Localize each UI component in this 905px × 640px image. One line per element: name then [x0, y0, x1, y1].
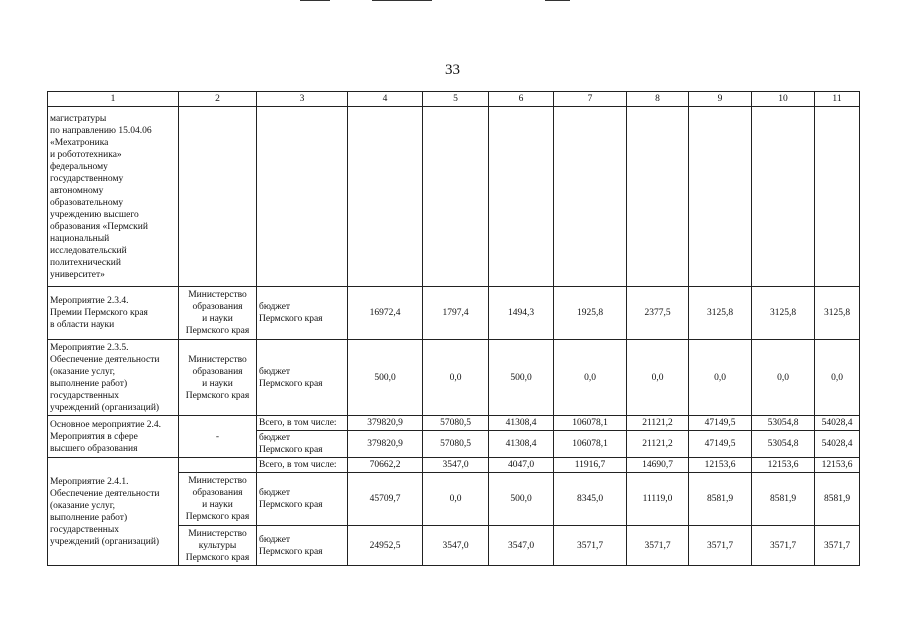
cell-text-line: Мероприятие 2.4.1. — [50, 476, 129, 487]
value-cell: 47149,5 — [689, 416, 752, 431]
cell-text-line: бюджет — [259, 488, 291, 498]
value-cell: 12153,6 — [689, 458, 752, 473]
table-row — [48, 340, 860, 416]
funding-source-cell: Всего, в том числе: — [257, 458, 348, 473]
value-cell: 1494,3 — [489, 287, 554, 340]
cell-text-line: и робототехника» — [50, 149, 122, 160]
cell-text-line: «Мехатроника — [50, 137, 109, 148]
table-row — [48, 107, 860, 287]
cell-text-line: по направлению 15.04.06 — [50, 125, 152, 136]
value-cell: 3547,0 — [423, 526, 489, 566]
cell-text-line: Министерство — [188, 476, 247, 486]
cell-text-line: бюджет — [259, 366, 291, 377]
cell-text-line: Министерство — [188, 528, 247, 539]
value-cell: 12153,6 — [752, 458, 815, 473]
funding-source-cell — [257, 287, 348, 340]
table-row — [48, 416, 860, 431]
value-cell: 45709,7 — [348, 473, 423, 526]
page-number: 33 — [445, 62, 460, 78]
cell-text-line: учреждений (организаций) — [50, 536, 160, 547]
value-cell: 70662,2 — [348, 458, 423, 473]
value-cell: 53054,8 — [752, 431, 815, 458]
value-cell: 24952,5 — [348, 526, 423, 566]
value-cell: 12153,6 — [815, 458, 860, 473]
cell-text-line: Мероприятие 2.3.5. — [50, 342, 129, 353]
budget-table — [47, 91, 860, 566]
cell-text-line: Пермского края — [185, 512, 250, 522]
value-cell: 3571,7 — [815, 526, 860, 566]
value-cell: 500,0 — [489, 473, 554, 526]
value-cell: 3125,8 — [689, 287, 752, 340]
value-cell: 3571,7 — [752, 526, 815, 566]
value-cell: 54028,4 — [815, 431, 860, 458]
cell-text-line: Пермского края — [259, 500, 323, 510]
value-cell: 53054,8 — [752, 416, 815, 431]
value-cell: 500,0 — [489, 340, 554, 416]
cell-text-line: автономному — [50, 185, 104, 196]
column-header: 5 — [423, 92, 489, 107]
value-cell: 57080,5 — [423, 431, 489, 458]
value-cell: 54028,4 — [815, 416, 860, 431]
funding-source-cell — [257, 431, 348, 458]
value-cell: 106078,1 — [554, 416, 627, 431]
cell-text-line: Обеспечение деятельности — [50, 488, 160, 499]
value-cell: 21121,2 — [627, 431, 689, 458]
cell-text-line: Пермского края — [259, 378, 323, 389]
cell-text-line: Пермского края — [259, 546, 323, 557]
cell-text-line: и науки — [202, 500, 233, 510]
scan-edge-mark-center — [372, 0, 432, 1]
value-cell: 0,0 — [554, 340, 627, 416]
cell-text-line: государственных — [50, 390, 120, 401]
value-cell: 47149,5 — [689, 431, 752, 458]
value-cell: 3571,7 — [554, 526, 627, 566]
cell-text-line: выполнение работ) — [50, 512, 128, 523]
cell-text-line: Министерство — [188, 354, 247, 365]
cell-text-line: исследовательский — [50, 245, 127, 256]
column-header: 7 — [554, 92, 627, 107]
value-cell: 379820,9 — [348, 431, 423, 458]
value-cell: 8581,9 — [752, 473, 815, 526]
value-cell: 11119,0 — [627, 473, 689, 526]
cell-text-line: Мероприятие 2.3.4. — [50, 296, 129, 306]
activity-name-cell — [48, 416, 179, 458]
executor-cell — [179, 287, 257, 340]
funding-source-cell — [257, 473, 348, 526]
value-cell: 41308,4 — [489, 431, 554, 458]
scan-edge-mark-left — [300, 0, 330, 1]
value-cell: 14690,7 — [627, 458, 689, 473]
cell-text-line: Мероприятия в сфере — [50, 431, 138, 442]
cell-text-line: Пермского края — [185, 326, 250, 336]
activity-name-cell — [48, 287, 179, 340]
value-cell: 1925,8 — [554, 287, 627, 340]
column-header: 11 — [815, 92, 860, 107]
cell-text-line: Основное мероприятие 2.4. — [50, 419, 162, 430]
cell-text-line: (оказание услуг, — [50, 366, 115, 377]
cell-text-line: бюджет — [259, 534, 291, 545]
cell-text-line: образования — [192, 488, 243, 498]
cell-text-line: Пермского края — [259, 445, 323, 455]
value-cell: 8581,9 — [689, 473, 752, 526]
column-header: 4 — [348, 92, 423, 107]
funding-source-cell — [257, 526, 348, 566]
column-header: 2 — [179, 92, 257, 107]
activity-name-cell — [48, 340, 179, 416]
funding-source-cell — [257, 340, 348, 416]
value-cell: 2377,5 — [627, 287, 689, 340]
cell-text-line: государственному — [50, 173, 124, 184]
table-row — [48, 287, 860, 340]
cell-text-line: Министерство — [188, 290, 247, 300]
cell-text-line: федеральному — [50, 161, 108, 172]
cell-text-line: Обеспечение деятельности — [50, 354, 160, 365]
cell-text-line: учреждений (организаций) — [50, 402, 160, 413]
value-cell: 41308,4 — [489, 416, 554, 431]
value-cell: 57080,5 — [423, 416, 489, 431]
value-cell: 3547,0 — [423, 458, 489, 473]
cell-text-line: учреждению высшего — [50, 209, 139, 220]
cell-text-line: выполнение работ) — [50, 378, 128, 389]
cell-text-line: (оказание услуг, — [50, 500, 115, 511]
cell-text-line: образования — [192, 302, 243, 312]
cell-text-line: университет» — [50, 269, 105, 280]
column-header: 9 — [689, 92, 752, 107]
cell-text-line: бюджет — [259, 433, 291, 443]
activity-name-cell — [48, 107, 179, 287]
activity-name-cell — [48, 458, 179, 566]
cell-text-line: национальный — [50, 233, 110, 244]
value-cell: 11916,7 — [554, 458, 627, 473]
cell-text-line: Премии Пермского края — [50, 308, 148, 318]
column-header: 3 — [257, 92, 348, 107]
executor-cell — [179, 473, 257, 526]
value-cell: 0,0 — [423, 340, 489, 416]
cell-text-line: в области науки — [50, 320, 115, 330]
value-cell: 3125,8 — [752, 287, 815, 340]
cell-text-line: государственных — [50, 524, 120, 535]
value-cell: 0,0 — [752, 340, 815, 416]
column-header: 10 — [752, 92, 815, 107]
executor-cell — [179, 340, 257, 416]
cell-text-line: магистратуры — [50, 113, 107, 124]
cell-text-line: и науки — [202, 314, 233, 324]
value-cell: 3547,0 — [489, 526, 554, 566]
value-cell: 3125,8 — [815, 287, 860, 340]
cell-text-line: высшего образования — [50, 443, 138, 454]
value-cell: 8581,9 — [815, 473, 860, 526]
cell-text-line: политехнический — [50, 257, 121, 268]
value-cell: 3571,7 — [689, 526, 752, 566]
value-cell: 0,0 — [689, 340, 752, 416]
value-cell: 0,0 — [423, 473, 489, 526]
cell-text-line: Пермского края — [185, 552, 250, 563]
value-cell: 0,0 — [627, 340, 689, 416]
table-row — [48, 458, 860, 473]
value-cell: 106078,1 — [554, 431, 627, 458]
cell-text-line: культуры — [198, 540, 237, 551]
value-cell: 16972,4 — [348, 287, 423, 340]
value-cell: 0,0 — [815, 340, 860, 416]
column-header: 6 — [489, 92, 554, 107]
funding-source-cell: Всего, в том числе: — [257, 416, 348, 431]
value-cell: 500,0 — [348, 340, 423, 416]
cell-text-line: Пермского края — [259, 314, 323, 324]
value-cell: 21121,2 — [627, 416, 689, 431]
table-header-row — [48, 92, 860, 107]
cell-text-line: бюджет — [259, 302, 291, 312]
scan-edge-mark-right — [545, 0, 570, 1]
value-cell: 8345,0 — [554, 473, 627, 526]
value-cell: 1797,4 — [423, 287, 489, 340]
cell-text-line: образования — [192, 366, 243, 377]
cell-text-line: образования «Пермский — [50, 221, 148, 232]
executor-cell — [179, 526, 257, 566]
cell-text-line: и науки — [202, 378, 233, 389]
value-cell: 379820,9 — [348, 416, 423, 431]
value-cell: 3571,7 — [627, 526, 689, 566]
column-header: 1 — [48, 92, 179, 107]
column-header: 8 — [627, 92, 689, 107]
value-cell: 4047,0 — [489, 458, 554, 473]
cell-text-line: Пермского края — [185, 390, 250, 401]
cell-text-line: образовательному — [50, 197, 124, 208]
executor-cell: - — [179, 416, 257, 458]
